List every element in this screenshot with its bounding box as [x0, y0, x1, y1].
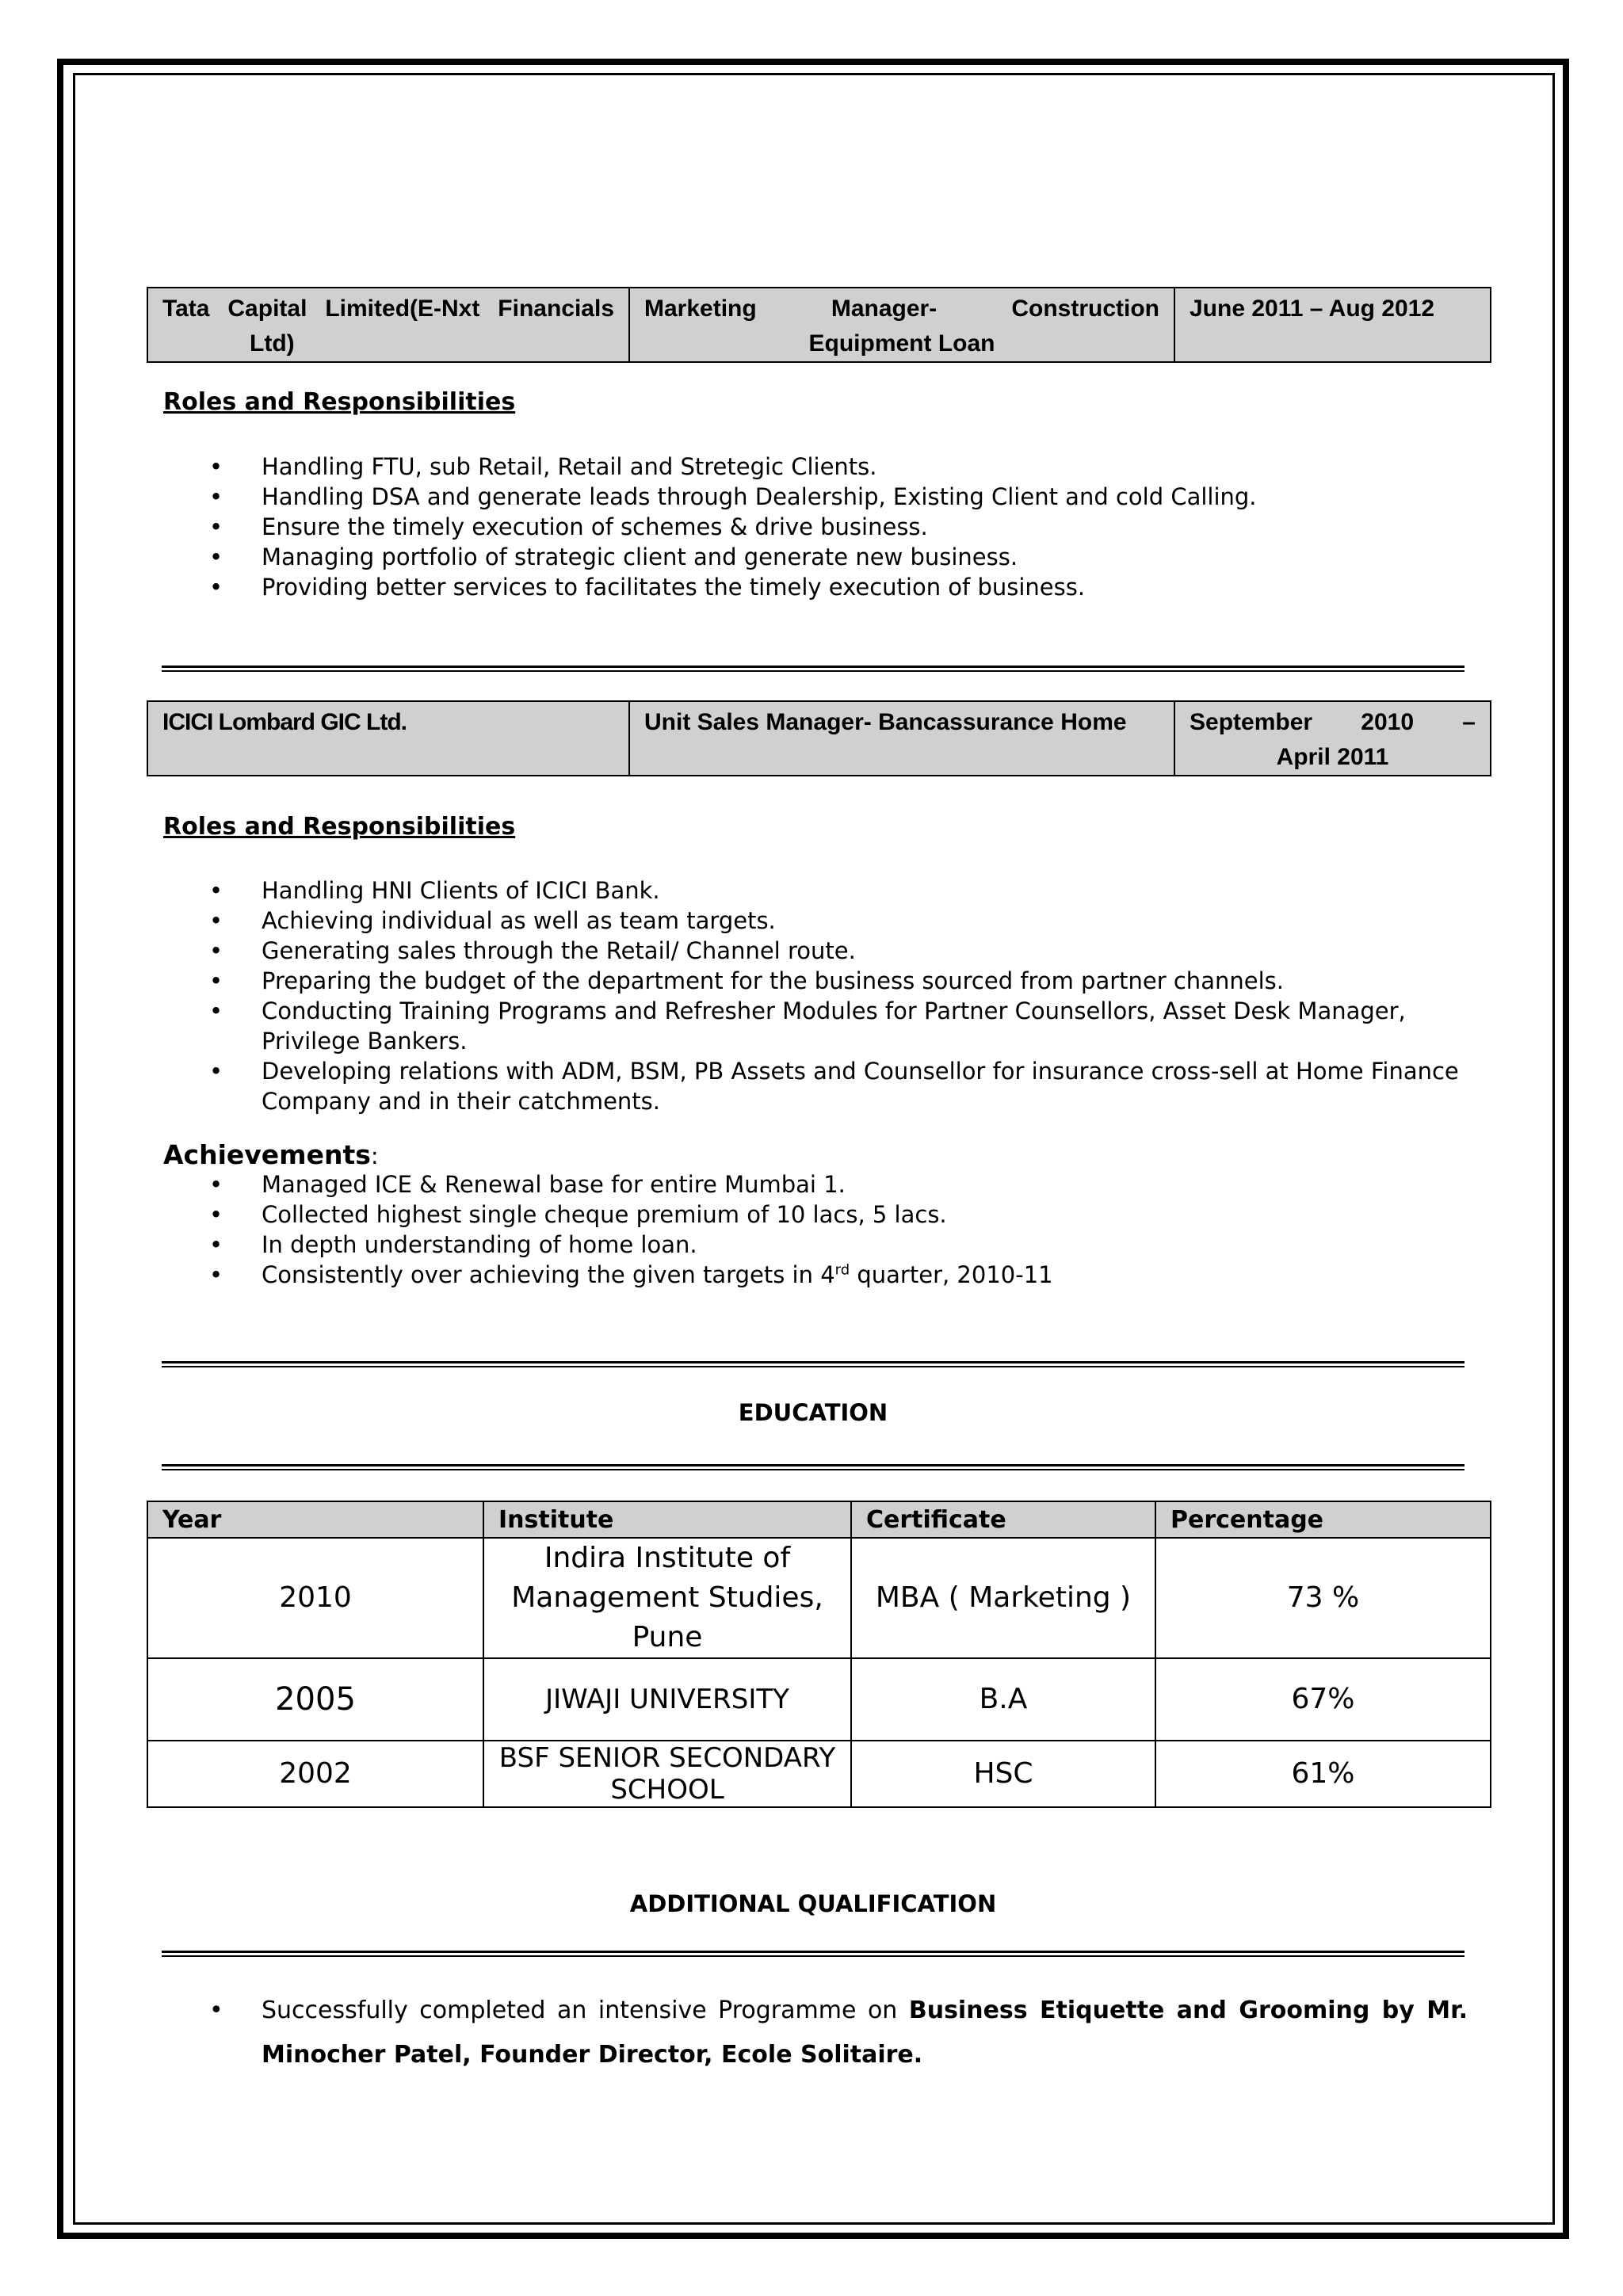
qualification-text-bold: Business Etiquette and Grooming by Mr. Minocher Patel, Founder Director, Ecole Solitaire.: [262, 1997, 1468, 2069]
list-item: • Managing portfolio of strategic client and generate new business.: [163, 542, 1479, 572]
table-header-row: [147, 1501, 1491, 1538]
ordinal-suffix: rd: [834, 1261, 850, 1279]
company-cell: [147, 288, 629, 362]
certificate-cell: HSC: [851, 1741, 1155, 1807]
table-row: [147, 1741, 1491, 1807]
period-cell: [1174, 701, 1491, 776]
role-title: Marketing Manager- Construction: [644, 296, 1159, 322]
list-item: • Generating sales through the Retail/ Channel route.: [163, 936, 1479, 966]
percentage-cell: 73 %: [1155, 1538, 1491, 1658]
column-header-percentage: Percentage: [1155, 1501, 1491, 1538]
section-divider: [162, 1361, 1465, 1367]
list-item: • Providing better services to facilitates the timely execution of business.: [163, 572, 1479, 602]
achievement-text-cont: quarter, 2010-11: [850, 1261, 1053, 1288]
company-cell: [147, 701, 629, 776]
job-header-icici-lombard: [147, 700, 1491, 776]
role-title: Unit Sales Manager- Bancassurance Home: [644, 709, 1127, 735]
role-title-cont: Equipment Loan: [808, 330, 995, 357]
institute-cell: Indira Institute of Management Studies, Pune: [483, 1538, 851, 1658]
column-header-institute: Institute: [483, 1501, 851, 1538]
percentage-cell: 67%: [1155, 1658, 1491, 1741]
list-item: [163, 1260, 1479, 1290]
achievements-list: [163, 1169, 1479, 1290]
achievements-title: Achievements: [163, 1139, 371, 1170]
roles-heading: Roles and Responsibilities: [163, 813, 516, 841]
list-item: • Handling DSA and generate leads through Dealership, Existing Client and cold Calling.: [163, 482, 1479, 512]
institute-cell: JIWAJI UNIVERSITY: [483, 1658, 851, 1741]
additional-qualification-title: ADDITIONAL QUALIFICATION: [629, 1890, 997, 1917]
job-period-cont: April 2011: [1276, 744, 1389, 770]
education-title: EDUCATION: [738, 1399, 888, 1426]
list-item: • In depth understanding of home loan.: [163, 1230, 1479, 1260]
certificate-cell: MBA ( Marketing ): [851, 1538, 1155, 1658]
period-cell: [1174, 288, 1491, 362]
section-divider: [162, 1951, 1465, 1957]
institute-cell: BSF SENIOR SECONDARY SCHOOL: [483, 1741, 851, 1807]
role-cell: [629, 288, 1174, 362]
additional-qualification-list: [163, 1989, 1468, 2077]
certificate-cell: B.A: [851, 1658, 1155, 1741]
job-header-tata-capital: [147, 287, 1491, 363]
list-item: • Conducting Training Programs and Refresher Modules for Partner Counsellors, Asset Desk Manager, Privilege Bankers.: [163, 996, 1479, 1056]
section-divider: [162, 666, 1465, 672]
list-item: • Handling HNI Clients of ICICI Bank.: [163, 875, 1479, 906]
table-row: [147, 1658, 1491, 1741]
section-divider: [162, 1464, 1465, 1470]
achievement-text: Consistently over achieving the given targets in 4: [262, 1261, 835, 1288]
year-cell: 2010: [147, 1538, 483, 1658]
list-item: • Developing relations with ADM, BSM, PB Assets and Counsellor for insurance cross-sell at Home Finance Company and in their catchments.: [163, 1056, 1479, 1116]
percentage-cell: 61%: [1155, 1741, 1491, 1807]
column-header-year: Year: [147, 1501, 483, 1538]
list-item: • Preparing the budget of the department for the business sourced from partner channels.: [163, 966, 1479, 996]
list-item: • Achieving individual as well as team targets.: [163, 906, 1479, 936]
achievements-colon: :: [370, 1142, 379, 1169]
responsibility-list: [163, 875, 1479, 1116]
job-period: September 2010 –: [1190, 709, 1476, 735]
roles-heading: Roles and Responsibilities: [163, 388, 516, 416]
role-cell: [629, 701, 1174, 776]
company-name-cont: Ltd): [250, 330, 295, 357]
achievements-heading: [163, 1139, 379, 1170]
list-item: • Collected highest single cheque premium of 10 lacs, 5 lacs.: [163, 1199, 1479, 1230]
year-cell: 2002: [147, 1741, 483, 1807]
list-item: • Handling FTU, sub Retail, Retail and Stretegic Clients.: [163, 452, 1479, 482]
job-period: June 2011 – Aug 2012: [1190, 296, 1435, 322]
responsibility-list: [163, 452, 1479, 602]
company-name: ICICI Lombard GIC Ltd.: [162, 709, 407, 735]
list-item: • Managed ICE & Renewal base for entire Mumbai 1.: [163, 1169, 1479, 1199]
education-table: [147, 1501, 1491, 1808]
table-row: [147, 1538, 1491, 1658]
year-cell: 2005: [147, 1658, 483, 1741]
list-item: • Ensure the timely execution of schemes & drive business.: [163, 512, 1479, 542]
list-item: [163, 1989, 1468, 2077]
company-name: Tata Capital Limited(E-Nxt Financials: [162, 296, 614, 322]
qualification-text: Successfully completed an intensive Programme on: [262, 1997, 909, 2024]
column-header-certificate: Certificate: [851, 1501, 1155, 1538]
